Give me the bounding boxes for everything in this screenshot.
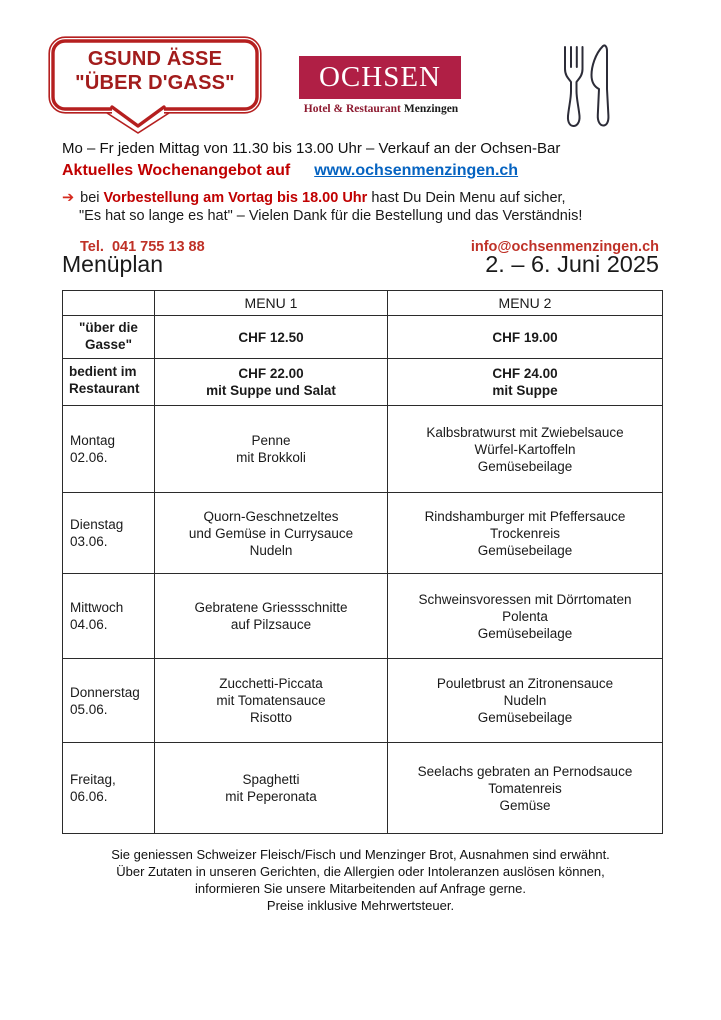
menu2-dish: Pouletbrust an Zitronensauce Nudeln Gemüsebeilage bbox=[388, 659, 663, 743]
header-menu2: MENU 2 bbox=[388, 291, 663, 316]
menu1-price: CHF 12.50 bbox=[155, 316, 388, 359]
intro-block bbox=[62, 139, 659, 255]
day-label: Montag 02.06. bbox=[63, 406, 155, 493]
footer-notes bbox=[0, 846, 721, 914]
gsund-aesse-badge bbox=[48, 36, 262, 134]
footer-line: informieren Sie unsere Mitarbeitenden auf Anfrage gerne. bbox=[195, 881, 526, 896]
menu1-dish: Quorn-Geschnetzeltes und Gemüse in Currysauce Nudeln bbox=[155, 493, 388, 574]
menu-table bbox=[62, 290, 663, 834]
menu1-price: CHF 22.00 mit Suppe und Salat bbox=[155, 359, 388, 406]
price-row-restaurant bbox=[63, 359, 663, 406]
footer-line: Sie geniessen Schweizer Fleisch/Fisch und Menzinger Brot, Ausnahmen sind erwähnt. bbox=[111, 847, 610, 862]
day-label: Donnerstag 05.06. bbox=[63, 659, 155, 743]
menu2-dish: Schweinsvoressen mit Dörrtomaten Polenta Gemüsebeilage bbox=[388, 574, 663, 659]
day-row-mittwoch bbox=[63, 574, 663, 659]
date-range: 2. – 6. Juni 2025 bbox=[485, 251, 659, 277]
email-address[interactable]: info@ochsenmenzingen.ch bbox=[470, 239, 659, 255]
day-label: Mittwoch 04.06. bbox=[63, 574, 155, 659]
preorder-post: hast Du Dein Menu auf sicher, bbox=[367, 190, 566, 206]
badge-slogan: GSUND ÄSSE "ÜBER D'GASS" bbox=[75, 48, 235, 94]
thanks-line: "Es hat so lange es hat" – Vielen Dank für die Bestellung und das Verständnis! bbox=[79, 208, 583, 224]
menu1-dish: Gebratene Griessschnitte auf Pilzsauce bbox=[155, 574, 388, 659]
ochsen-subtitle bbox=[299, 103, 463, 115]
weekly-offer-label: Aktuelles Wochenangebot auf bbox=[62, 162, 291, 179]
day-row-donnerstag bbox=[63, 659, 663, 743]
menu2-dish: Rindshamburger mit Pfeffersauce Trockenreis Gemüsebeilage bbox=[388, 493, 663, 574]
ochsen-wordmark: OCHSEN bbox=[299, 56, 461, 99]
menu1-dish: Penne mit Brokkoli bbox=[155, 406, 388, 493]
preorder-line bbox=[62, 189, 659, 207]
header-menu1: MENU 1 bbox=[155, 291, 388, 316]
website-link[interactable]: www.ochsenmenzingen.ch bbox=[314, 162, 519, 179]
menu1-dish: Spaghetti mit Peperonata bbox=[155, 743, 388, 834]
footer-line: Preise inklusive Mehrwertsteuer. bbox=[266, 898, 455, 913]
table-header-row bbox=[63, 291, 663, 316]
menu2-dish: Kalbsbratwurst mit Zwiebelsauce Würfel-Kartoffeln Gemüsebeilage bbox=[388, 406, 663, 493]
ochsen-logo bbox=[299, 56, 463, 115]
weekly-offer-line bbox=[62, 161, 659, 181]
menu2-price: CHF 24.00 mit Suppe bbox=[388, 359, 663, 406]
menu2-price: CHF 19.00 bbox=[388, 316, 663, 359]
row-label: bedient im Restaurant bbox=[63, 359, 155, 406]
day-row-freitag bbox=[63, 743, 663, 834]
price-row-takeaway bbox=[63, 316, 663, 359]
ochsen-subtitle-place: Menzingen bbox=[403, 103, 459, 115]
day-label: Freitag, 06.06. bbox=[63, 743, 155, 834]
day-label: Dienstag 03.06. bbox=[63, 493, 155, 574]
day-row-dienstag bbox=[63, 493, 663, 574]
footer-line: Über Zutaten in unseren Gerichten, die Allergien oder Intoleranzen auslösen können, bbox=[116, 864, 605, 879]
opening-hours-line: Mo – Fr jeden Mittag von 11.30 bis 13.00 Uhr – Verkauf an der Ochsen-Bar bbox=[62, 140, 561, 157]
title-row bbox=[62, 251, 659, 278]
phone-number: Tel. 041 755 13 88 bbox=[80, 239, 205, 255]
menu2-dish: Seelachs gebraten an Pernodsauce Tomatenreis Gemüse bbox=[388, 743, 663, 834]
row-label: "über die Gasse" bbox=[63, 316, 155, 359]
fork-knife-icon bbox=[552, 42, 618, 133]
preorder-pre: bei bbox=[80, 190, 104, 206]
menu1-dish: Zucchetti-Piccata mit Tomatensauce Risotto bbox=[155, 659, 388, 743]
header-empty-cell bbox=[63, 291, 155, 316]
ochsen-subtitle-hotel: Hotel & Restaurant bbox=[303, 103, 401, 115]
page-title: Menüplan bbox=[62, 251, 164, 277]
preorder-highlight: Vorbestellung am Vortag bis 18.00 Uhr bbox=[103, 190, 368, 206]
day-row-montag bbox=[63, 406, 663, 493]
arrow-icon: ➔ bbox=[62, 190, 75, 206]
